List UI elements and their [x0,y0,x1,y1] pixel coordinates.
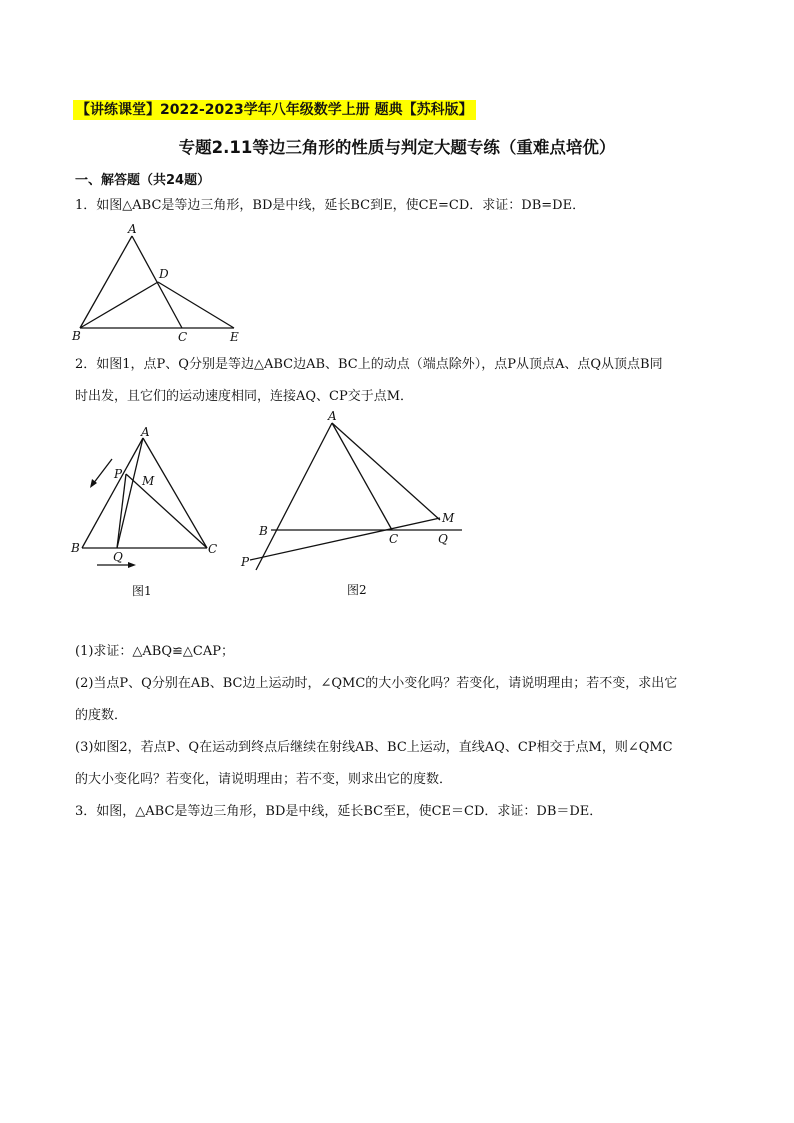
problem-2-figure-1 [60,425,230,605]
label-q: Q [438,532,448,546]
page-title: 专题2.11等边三角形的性质与判定大题专练（重难点培优） [178,138,616,157]
header-banner: 【讲练课堂】2022-2023学年八年级数学上册 题典【苏科版】 [73,100,476,120]
section-heading: 一、解答题（共24题） [75,173,211,188]
label-a: A [328,410,337,423]
problem-3-text: 3．如图，△ABC是等边三角形，BD是中线，延长BC至E，使CE＝CD．求证：DB＝DE． [75,804,603,819]
label-a: A [128,222,137,236]
problem-2-part-2-line-2: 的度数． [75,708,128,723]
label-c: C [178,330,188,344]
label-p: P [241,555,250,569]
problem-1-figure [60,222,260,347]
problem-2-figure-2 [235,410,475,605]
label-e: E [230,330,239,344]
label-b: B [72,329,81,343]
figure-2-caption: 图2 [347,583,367,597]
label-p: P [114,467,123,481]
label-m: M [442,511,455,525]
label-q: Q [113,550,123,564]
problem-2-part-3-line-2: 的大小变化吗？若变化，请说明理由；若不变，则求出它的度数． [75,772,453,787]
problem-2-intro-line-2: 时出发，且它们的运动速度相同，连接AQ、CP交于点M． [75,389,414,404]
problem-2-intro-line-1: 2．如图1，点P、Q分别是等边△ABC边AB、BC上的动点（端点除外），点P从顶点A、点Q从顶点B同 [75,357,663,372]
label-c: C [389,532,399,546]
label-d: D [159,267,169,281]
figure-1-caption: 图1 [132,584,152,598]
label-c: C [208,542,218,556]
problem-2-part-1: (1)求证：△ABQ≌△CAP； [75,644,234,659]
problem-2-part-2-line-1: (2)当点P、Q分别在AB、BC边上运动时，∠QMC的大小变化吗？若变化，请说明理由；若不变，求出它 [75,676,678,691]
label-m: M [142,474,155,488]
label-a: A [141,425,150,439]
label-b: B [71,541,80,555]
problem-1-text: 1．如图△ABC是等边三角形，BD是中线，延长BC到E，使CE=CD．求证：DB=DE． [75,198,586,213]
label-b: B [259,524,268,538]
problem-2-part-3-line-1: (3)如图2，若点P、Q在运动到终点后继续在射线AB、BC上运动，直线AQ、CP相交于点M，则∠QMC [75,740,673,755]
